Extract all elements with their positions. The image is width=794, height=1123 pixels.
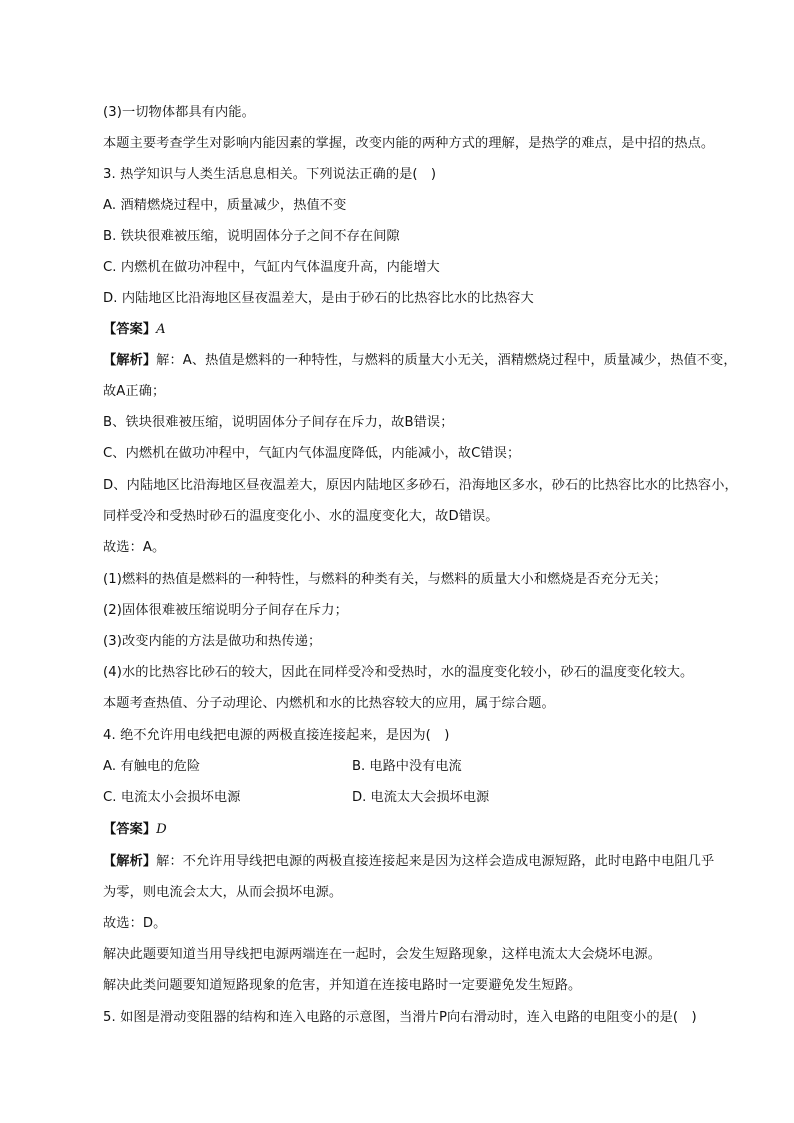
note-line: (3)改变内能的方法是做功和热传递； xyxy=(103,634,322,649)
analysis-line: B、铁块很难被压缩，说明固体分子间存在斥力，故B错误； xyxy=(103,415,454,430)
analysis-line: 同样受冷和受热时砂石的温度变化小、水的温度变化大，故D错误。 xyxy=(103,509,499,524)
analysis-line: C、内燃机在做功冲程中，气缸内气体温度降低，内能减小，故C错误； xyxy=(103,446,521,461)
answer-value: D xyxy=(156,822,167,837)
analysis-tag: 【解析】 xyxy=(103,353,157,368)
question-3-stem: 3. 热学知识与人类生活息息相关。下列说法正确的是( ) xyxy=(103,167,437,182)
question-3-analysis xyxy=(103,352,737,370)
question-3-option-a: A. 酒精燃烧过程中，质量减少，热值不变 xyxy=(103,198,347,213)
note-line: (2)固体很难被压缩说明分子间存在斥力； xyxy=(103,603,348,618)
analysis-line: 为零，则电流会太大，从而会损坏电源。 xyxy=(103,885,343,900)
note-line: 解决此类问题要知道短路现象的危害，并知道在连接电路时一定要避免发生短路。 xyxy=(103,978,582,993)
question-4-option-b: B. 电路中没有电流 xyxy=(352,759,462,774)
analysis-tag: 【解析】 xyxy=(103,854,157,869)
text-line: 本题主要考查学生对影响内能因素的掌握，改变内能的两种方式的理解，是热学的难点，是中招的热点。 xyxy=(103,136,715,151)
analysis-line: 故A正确； xyxy=(103,384,166,399)
answer-value: A xyxy=(156,322,166,337)
analysis-text: 解：不允许用导线把电源的两极直接连接起来是因为这样会造成电源短路，此时电路中电阻几乎 xyxy=(156,854,715,869)
note-line: 解决此题要知道当用导线把电源两端连在一起时，会发生短路现象，这样电流太大会烧坏电源。 xyxy=(103,947,662,962)
text-line: (3)一切物体都具有内能。 xyxy=(103,105,255,120)
question-4-option-c: C. 电流太小会损坏电源 xyxy=(103,790,241,805)
note-line: (1)燃料的热值是燃料的一种特性，与燃料的种类有关，与燃料的质量大小和燃烧是否充分无关； xyxy=(103,572,667,587)
question-4-stem: 4. 绝不允许用电线把电源的两极直接连接起来，是因为( ) xyxy=(103,728,450,743)
question-4-analysis xyxy=(103,853,714,871)
analysis-text: 解：A、热值是燃料的一种特性，与燃料的质量大小无关，酒精燃烧过程中，质量减少，热值不变， xyxy=(156,353,737,368)
analysis-line: D、内陆地区比沿海地区昼夜温差大，原因内陆地区多砂石，沿海地区多水，砂石的比热容比水的比热容小， xyxy=(103,478,738,493)
question-3-option-d: D. 内陆地区比沿海地区昼夜温差大，是由于砂石的比热容比水的比热容大 xyxy=(103,291,534,306)
question-3-answer xyxy=(103,321,166,339)
summary-line: 本题考查热值、分子动理论、内燃机和水的比热容较大的应用，属于综合题。 xyxy=(103,696,555,711)
question-3-option-c: C. 内燃机在做功冲程中，气缸内气体温度升高，内能增大 xyxy=(103,260,440,275)
question-4-option-d: D. 电流太大会损坏电源 xyxy=(352,790,490,805)
choose-line: 故选：A。 xyxy=(103,540,166,555)
question-4-option-a: A. 有触电的危险 xyxy=(103,759,201,774)
question-4-answer xyxy=(103,821,167,839)
answer-tag: 【答案】 xyxy=(103,822,157,837)
question-3-option-b: B. 铁块很难被压缩，说明固体分子之间不存在间隙 xyxy=(103,229,400,244)
note-line: (4)水的比热容比砂石的较大，因此在同样受冷和受热时，水的温度变化较小，砂石的温度变化较大。 xyxy=(103,665,694,680)
question-5-stem: 5. 如图是滑动变阻器的结构和连入电路的示意图，当滑片P向右滑动时，连入电路的电阻变小的是( ) xyxy=(103,1010,697,1025)
choose-line: 故选：D。 xyxy=(103,916,167,931)
answer-tag: 【答案】 xyxy=(103,322,157,337)
